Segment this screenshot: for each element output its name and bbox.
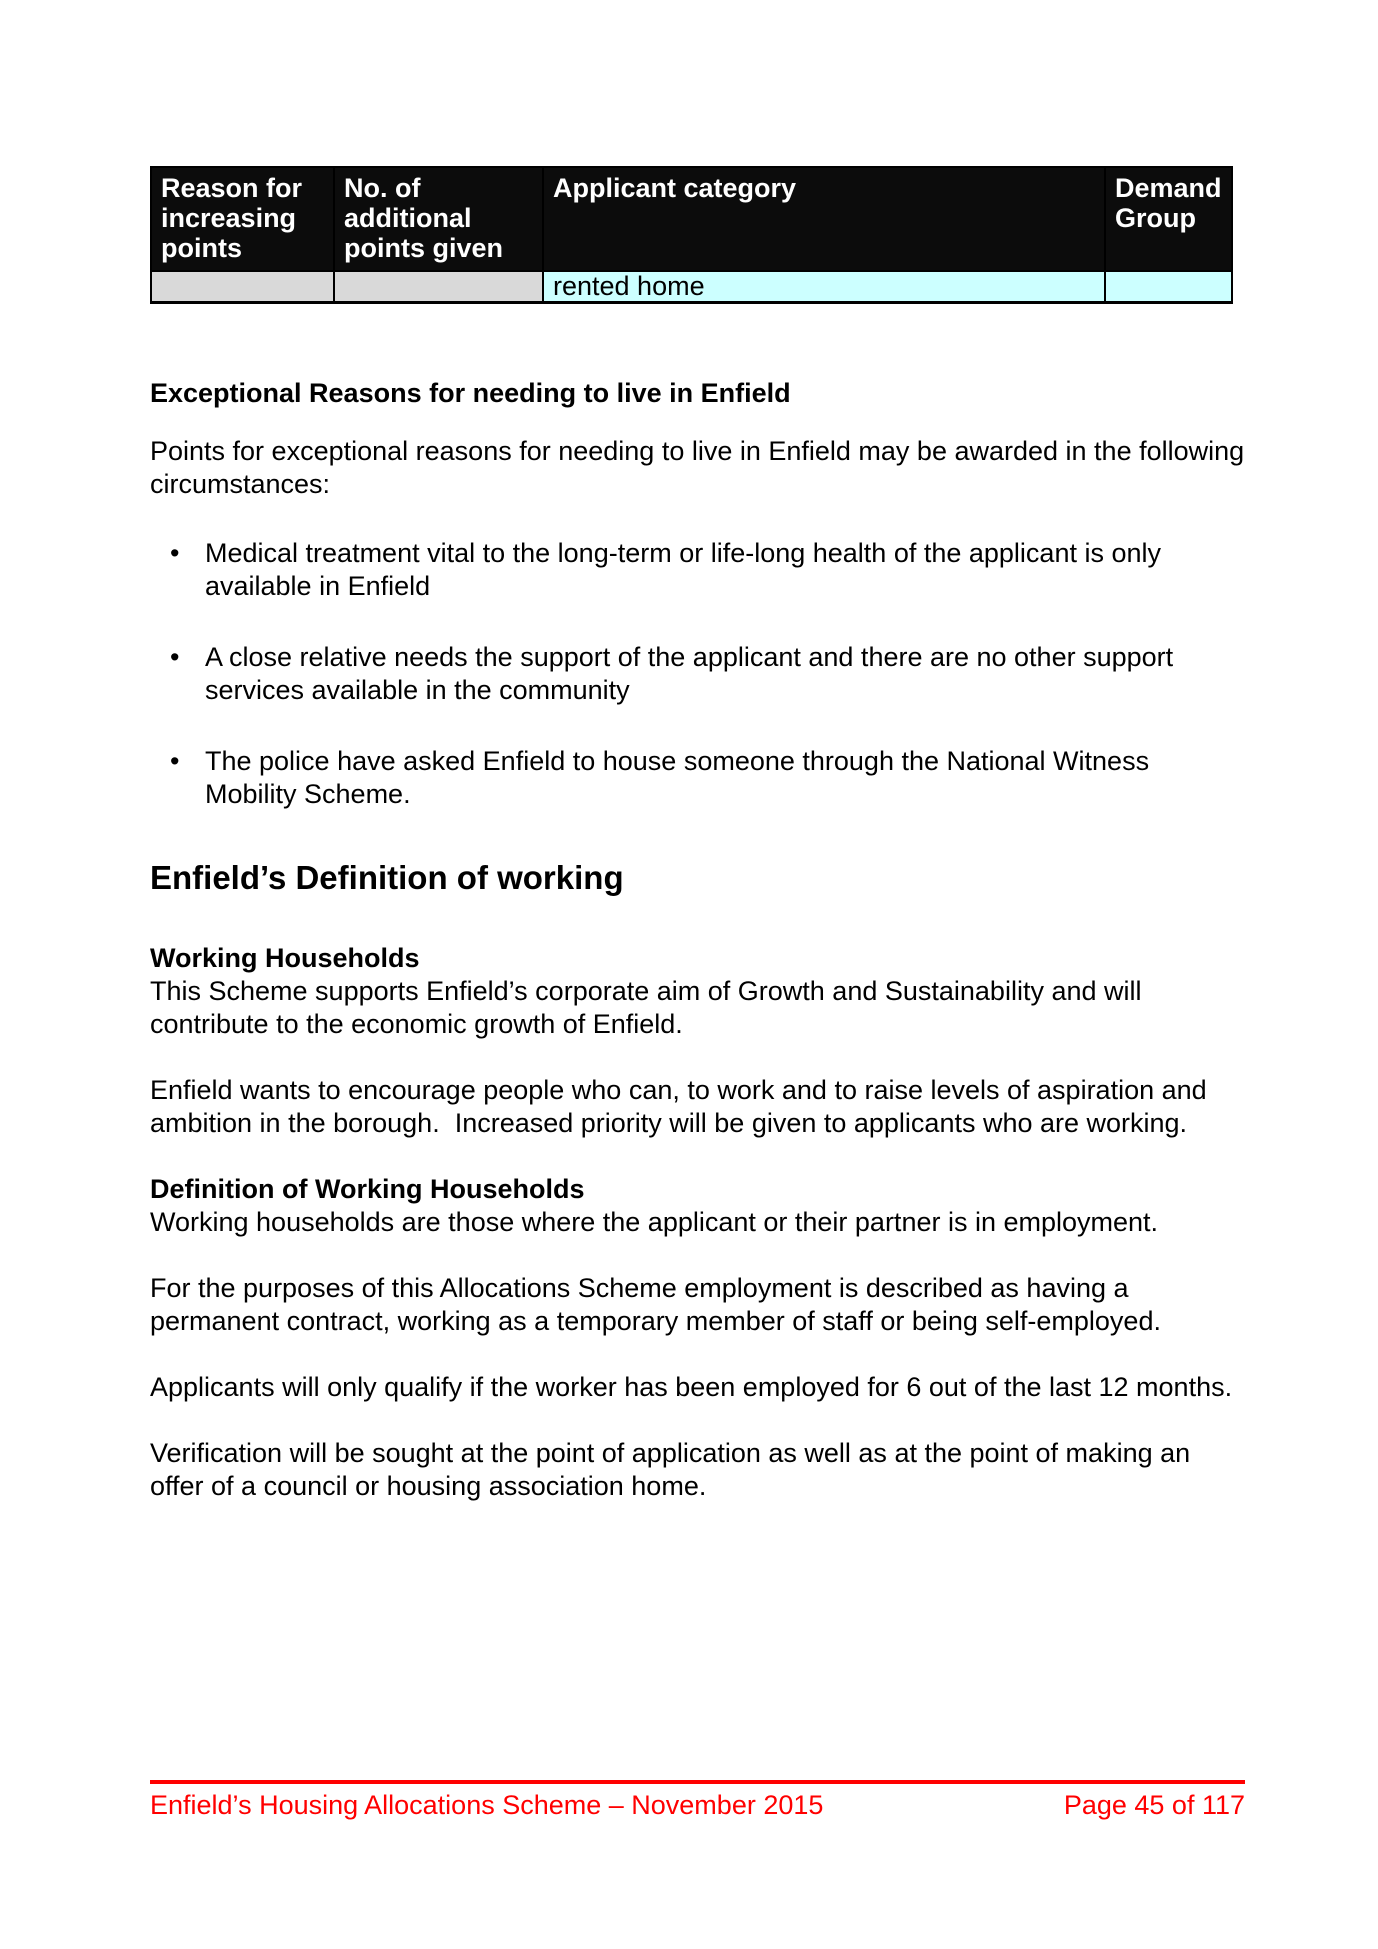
table-row [151,271,1232,303]
list-item [150,745,1245,811]
paragraph-working-households-1: This Scheme supports Enfield’s corporate aim of Growth and Sustainability and will contribute to the economic growth of Enfield. [150,976,1150,1039]
table-header-reason: Reason for increasing points [151,167,334,271]
heading-definition-working-households: Definition of Working Households [150,1174,585,1204]
footer-page-number: Page 45 of 117 [1063,1790,1245,1820]
footer-document-title: Enfield’s Housing Allocations Scheme – November 2015 [150,1790,824,1820]
page-content [150,0,1252,1503]
page-footer [150,1780,1245,1822]
table-header-row [151,167,1232,271]
cell-category: rented home [543,271,1105,303]
cell-points [334,271,543,303]
heading-working-households: Working Households [150,943,420,973]
paragraph-working-households-2: Enfield wants to encourage people who can, to work and to raise levels of aspiration and ambition in the borough. Increased priority will be given to applicants who are working. [150,1075,1215,1138]
bullet-icon: • [170,642,180,672]
table-header-demand: Demand Group [1105,167,1232,271]
bullet-icon: • [170,538,180,568]
table-header-points: No. of additional points given [334,167,543,271]
heading-definition-of-working: Enfield’s Definition of working [150,859,624,896]
paragraph-exceptional-intro: Points for exceptional reasons for needing to live in Enfield may be awarded in the following circumstances: [150,436,1252,499]
paragraph-definition-1: Working households are those where the applicant or their partner is in employment. [150,1207,1159,1237]
list-item-text: The police have asked Enfield to house someone through the National Witness Mobility Scheme. [205,746,1150,809]
bullet-icon: • [170,746,180,776]
table-header-category: Applicant category [543,167,1105,271]
cell-demand [1105,271,1232,303]
paragraph-definition-2: For the purposes of this Allocations Scheme employment is described as having a permanent contract, working as a temporary member of staff or being self-employed. [150,1273,1161,1336]
list-item-text: Medical treatment vital to the long-term or life-long health of the applicant is only available in Enfield [205,538,1161,601]
paragraph-definition-4: Verification will be sought at the point of application as well as at the point of making an offer of a council or housing association home. [150,1438,1198,1501]
list-item [150,537,1245,603]
list-item-text: A close relative needs the support of the applicant and there are no other support services available in the community [205,642,1174,705]
exceptional-reasons-list [150,537,1245,811]
points-table [150,166,1233,304]
list-item [150,641,1245,707]
cell-reason [151,271,334,303]
paragraph-definition-3: Applicants will only qualify if the worker has been employed for 6 out of the last 12 months. [150,1372,1233,1402]
heading-exceptional-reasons: Exceptional Reasons for needing to live in Enfield [150,378,791,408]
